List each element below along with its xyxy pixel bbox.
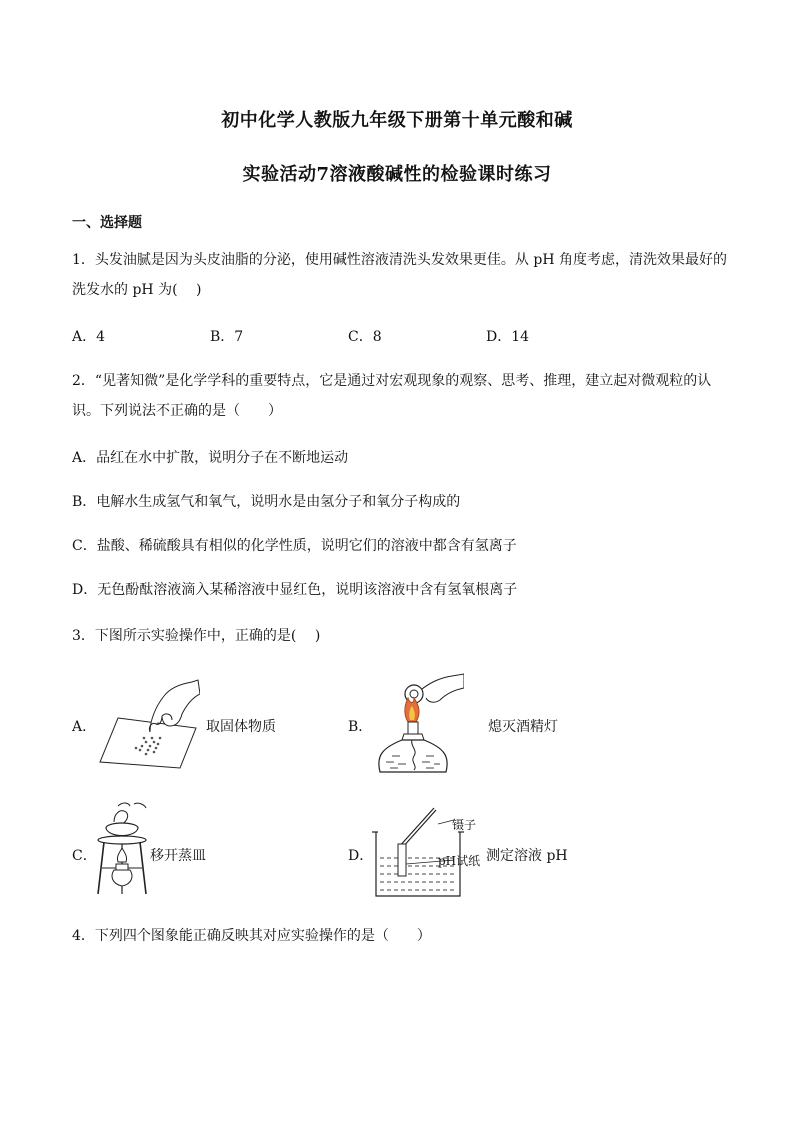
document-title-line2: 实验活动7溶液酸碱性的检验课时练习 bbox=[242, 164, 552, 185]
question-1-option-a: A．4 bbox=[72, 329, 106, 345]
question-3-stem: 3．下图所示实验操作中，正确的是( ) bbox=[72, 628, 321, 644]
question-3-option-c-caption: 移开蒸皿 bbox=[150, 848, 206, 864]
question-1-option-c: C．8 bbox=[348, 329, 382, 345]
question-3-option-d-caption: 测定溶液 pH bbox=[486, 848, 568, 864]
question-2-stem-line1: 2．“见著知微”是化学学科的重要特点，它是通过对宏观现象的观察、思考、推理，建立起对微观粒的认 bbox=[72, 373, 712, 389]
question-1-option-b: B．7 bbox=[210, 329, 244, 345]
question-2-option-c: C．盐酸、稀硫酸具有相似的化学性质，说明它们的溶液中都含有氢离子 bbox=[72, 538, 517, 554]
question-3-option-b-caption: 熄灭酒精灯 bbox=[488, 719, 558, 735]
question-2-stem-line2: 识。下列说法不正确的是（ ） bbox=[72, 403, 282, 419]
question-3-option-a-caption: 取固体物质 bbox=[206, 719, 276, 735]
question-1-stem-line2: 洗发水的 pH 为( ) bbox=[72, 282, 202, 298]
question-1-option-d: D．14 bbox=[486, 329, 530, 345]
document-title-line1: 初中化学人教版九年级下册第十单元酸和碱 bbox=[221, 110, 573, 131]
question-2-option-a: A．品红在水中扩散，说明分子在不断地运动 bbox=[72, 450, 349, 466]
question-1-stem-line1: 1．头发油腻是因为头皮油脂的分泌，使用碱性溶液清洗头发效果更佳。从 pH 角度考虑，清洗效果最好的 bbox=[72, 252, 727, 268]
question-1-stem bbox=[72, 245, 732, 305]
question-4-stem: 4．下列四个图象能正确反映其对应实验操作的是（ ） bbox=[72, 928, 431, 944]
question-3-option-d-letter: D． bbox=[348, 848, 374, 864]
question-3-option-a-letter: A． bbox=[72, 719, 97, 735]
question-2-stem bbox=[72, 366, 732, 426]
question-2-option-d: D．无色酚酞溶液滴入某稀溶液中显红色，说明该溶液中含有氢氧根离子 bbox=[72, 582, 518, 598]
alcohol-lamp-illustration bbox=[368, 672, 464, 780]
tweezers-label: 镊子 bbox=[452, 818, 477, 832]
solid-sampling-illustration bbox=[96, 676, 200, 772]
evaporating-dish-illustration bbox=[94, 800, 150, 896]
question-3-option-c-letter: C． bbox=[72, 848, 97, 864]
question-2-option-b: B．电解水生成氢气和氧气，说明水是由氢分子和氧分子构成的 bbox=[72, 494, 461, 510]
question-3-option-b-letter: B． bbox=[348, 719, 373, 735]
section-heading: 一、选择题 bbox=[72, 215, 142, 231]
ph-paper-label: pH试纸 bbox=[438, 854, 481, 868]
